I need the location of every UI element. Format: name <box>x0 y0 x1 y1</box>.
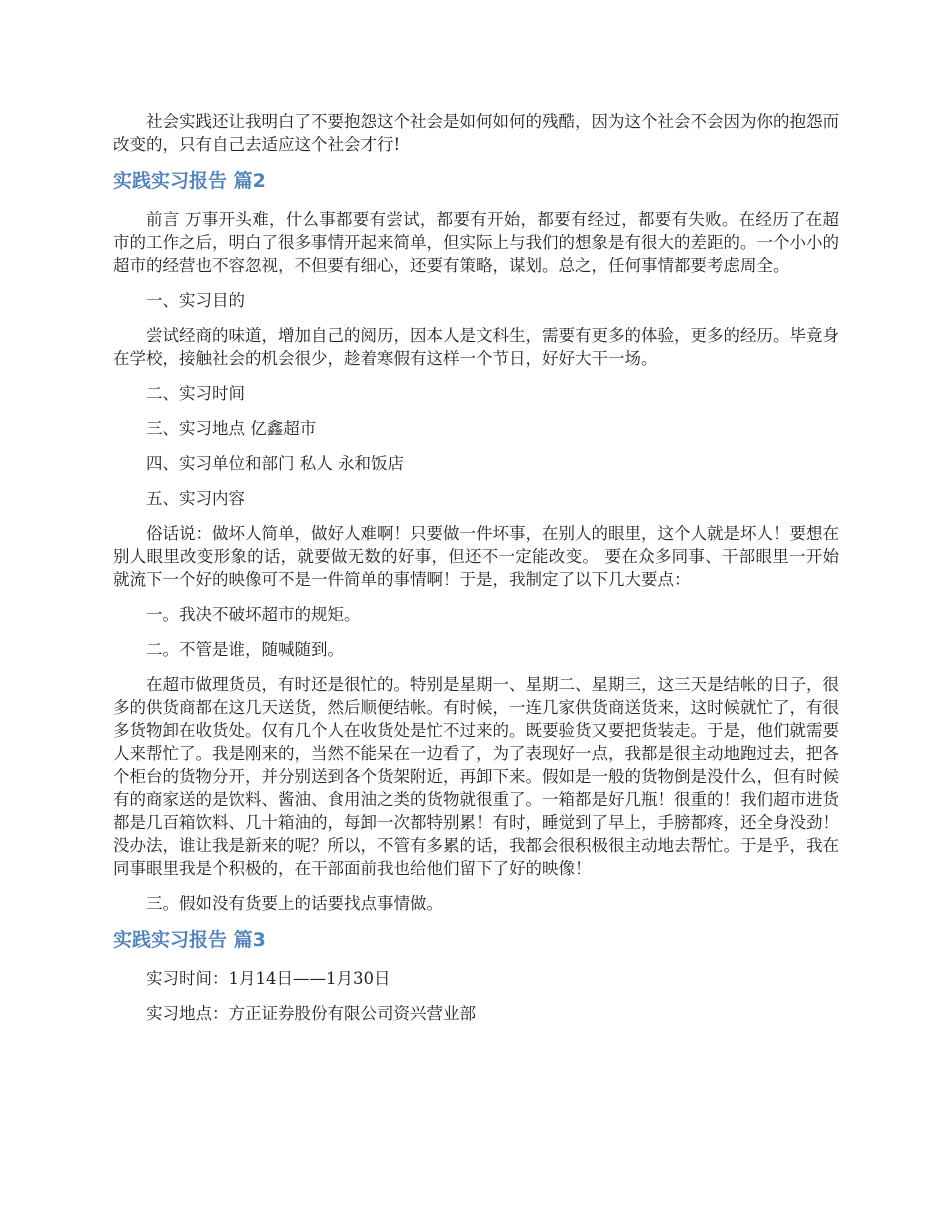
paragraph: 二。不管是谁，随喊随到。 <box>146 640 344 659</box>
paragraph: 三。假如没有货要上的话要找点事情做。 <box>146 894 443 913</box>
paragraph: 在超市做理货员，有时还是很忙的。特别是星期一、星期二、星期三，这三天是结帐的日子，很多的供货商都在这几天送货，然后顺便结帐。有时候，一连几家供货商送货来，这时候就忙了，有很多货物卸在收货处。仅有几个人在收货处是忙不过来的。既要验货又要把货装走。于是，他们就需要人来帮忙了。我是刚来的，当然不能呆在一边看了，为了表现好一点，我都是很主动地跑过去，把各个柜台的货物分开，并分别送到各个货架附近，再卸下来。假如是一般的货物倒是没什么，但有时候有的商家送的是饮料、酱油、食用油之类的货物就很重了。一箱都是好几瓶！很重的！我们超市进货都是几百箱饮料、几十箱油的，每卸一次都特别累！有时，睡觉到了早上，手膀都疼，还全身没劲！没办法，谁让我是新来的呢？所以，不管有多累的话，我都会很积极很主动地去帮忙。于是乎，我在同事眼里我是个积极的，在干部面前我也给他们留下了好的映像！ <box>113 675 839 878</box>
section-heading: 实践实习报告 篇2 <box>113 170 266 192</box>
paragraph: 俗话说：做坏人简单，做好人难啊！只要做一件坏事，在别人的眼里，这个人就是坏人！要想在别人眼里改变形象的话，就要做无数的好事，但还不一定能改变。 要在众多同事、干部眼里一开始就流下一个好的映像可不是一件简单的事情啊！于是，我制定了以下几大要点： <box>113 524 839 589</box>
paragraph: 一、实习目的 <box>146 291 245 310</box>
section-heading: 实践实习报告 篇3 <box>113 929 266 951</box>
paragraph: 四、实习单位和部门 私人 永和饭店 <box>146 454 404 473</box>
paragraph: 三、实习地点 亿鑫超市 <box>146 419 317 438</box>
paragraph: 尝试经商的味道，增加自己的阅历，因本人是文科生，需要有更多的体验，更多的经历。毕竟身在学校，接触社会的机会很少，趁着寒假有这样一个节日，好好大干一场。 <box>113 326 839 368</box>
paragraph: 前言 万事开头难，什么事都要有尝试，都要有开始，都要有经过，都要有失败。在经历了在超市的工作之后，明白了很多事情开起来简单，但实际上与我们的想象是有很大的差距的。一个小小的超市的经营也不容忽视，不但要有细心，还要有策略，谋划。总之，任何事情都要考虑周全。 <box>113 210 839 275</box>
document-body <box>113 110 839 1037</box>
paragraph: 五、实习内容 <box>146 489 245 508</box>
paragraph: 一。我决不破坏超市的规矩。 <box>146 605 361 624</box>
paragraph: 实习地点：方正证券股份有限公司资兴营业部 <box>146 1004 476 1023</box>
paragraph: 社会实践还让我明白了不要抱怨这个社会是如何如何的残酷，因为这个社会不会因为你的抱怨而改变的，只有自己去适应这个社会才行! <box>113 112 839 154</box>
paragraph: 二、实习时间 <box>146 384 245 403</box>
paragraph: 实习时间：1月14日——1月30日 <box>146 969 391 988</box>
